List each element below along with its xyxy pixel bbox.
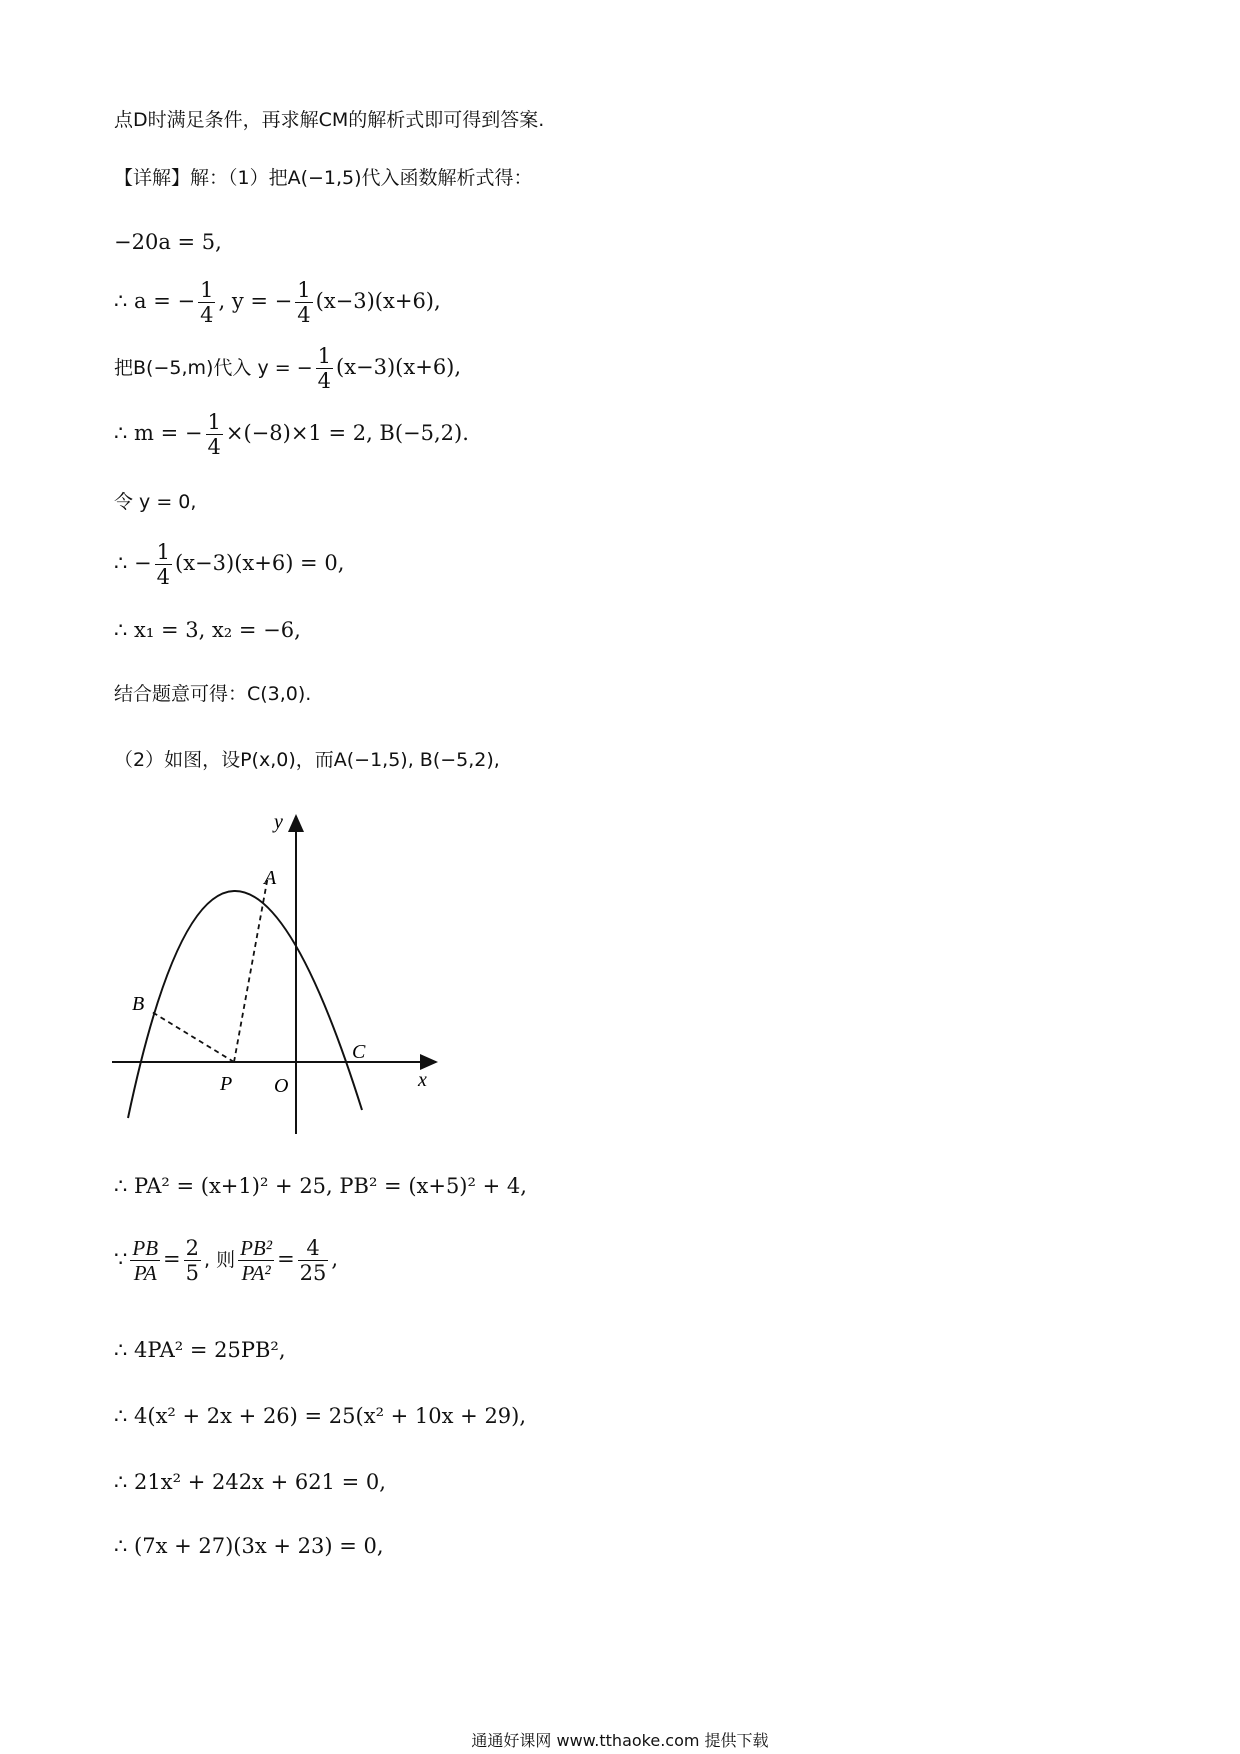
l13-b: = — [163, 1247, 181, 1271]
text-line-8 — [114, 540, 344, 589]
label-x: x — [418, 1069, 427, 1091]
text-line-12: ∴ PA² = (x+1)² + 25, PB² = (x+5)² + 4, — [114, 1174, 527, 1198]
l5-b: (x−3)(x+6), — [336, 355, 462, 379]
denominator: PA — [133, 1261, 157, 1285]
numerator: 1 — [156, 540, 171, 564]
text-line-17: ∴ (7x + 27)(3x + 23) = 0, — [114, 1534, 384, 1558]
l5-a: 把B(−5,m)代入 y = − — [114, 357, 313, 379]
numerator: 4 — [298, 1236, 329, 1261]
text-line-16: ∴ 21x² + 242x + 621 = 0, — [114, 1470, 386, 1494]
fraction-1-4 — [155, 540, 172, 589]
l13-c: , 则 — [204, 1249, 236, 1271]
label-p: P — [220, 1073, 233, 1095]
text-line-4 — [114, 278, 441, 327]
denominator: PA² — [241, 1261, 271, 1285]
text-line-3: −20a = 5, — [114, 230, 222, 254]
l6-a: ∴ m = − — [114, 421, 203, 445]
denominator: 4 — [297, 303, 311, 327]
label-o: O — [274, 1075, 289, 1097]
footer-text: 通通好课网 www.tthaoke.com 提供下载 — [471, 1731, 769, 1750]
label-c: C — [352, 1041, 366, 1063]
l13-a: ∵ — [114, 1247, 128, 1271]
fraction-pb2-pa2 — [238, 1236, 274, 1285]
text-line-10: 结合题意可得：C(3,0). — [114, 683, 312, 705]
numerator: 1 — [200, 278, 214, 302]
l4-c: (x−3)(x+6), — [315, 289, 441, 313]
text-line-6 — [114, 410, 469, 459]
parabola-figure — [100, 808, 450, 1148]
l4-a: ∴ a = − — [114, 289, 196, 313]
fraction-pb-pa — [130, 1236, 160, 1285]
text-line-15: ∴ 4(x² + 2x + 26) = 25(x² + 10x + 29), — [114, 1404, 527, 1428]
text-line-1: 点D时满足条件，再求解CM的解析式即可得到答案. — [114, 109, 545, 131]
l13-d: = — [277, 1247, 295, 1271]
l8-b: (x−3)(x+6) = 0, — [175, 551, 345, 575]
fraction-2-5 — [184, 1236, 201, 1285]
text-line-2: 【详解】解：（1）把A(−1,5)代入函数解析式得： — [114, 167, 533, 189]
numerator: 1 — [317, 344, 331, 368]
text-line-11: （2）如图，设P(x,0)，而A(−1,5), B(−5,2), — [114, 749, 500, 771]
denominator: 25 — [299, 1261, 327, 1285]
label-b: B — [132, 993, 145, 1015]
l8-a: ∴ − — [114, 551, 152, 575]
denominator: 4 — [317, 369, 331, 393]
denominator: 4 — [200, 303, 214, 327]
text-line-9: ∴ x₁ = 3, x₂ = −6, — [114, 618, 301, 642]
denominator: 5 — [185, 1261, 200, 1285]
denominator: 4 — [207, 435, 221, 459]
fraction-1-4 — [316, 344, 333, 393]
text-line-7: 令 y = 0, — [114, 491, 197, 513]
segment-pb — [152, 1012, 234, 1062]
denominator: 4 — [156, 565, 171, 589]
label-a: A — [264, 867, 277, 889]
label-y: y — [274, 811, 283, 833]
text-line-5 — [114, 344, 461, 393]
l4-b: , y = − — [218, 289, 293, 313]
l6-b: ×(−8)×1 = 2, B(−5,2). — [225, 421, 469, 445]
numerator: 1 — [297, 278, 311, 302]
numerator: PB — [132, 1236, 159, 1260]
fraction-1-4 — [295, 278, 312, 327]
numerator: 2 — [185, 1236, 200, 1260]
text-line-13 — [114, 1236, 338, 1285]
l13-e: , — [331, 1247, 339, 1271]
numerator: 1 — [207, 410, 221, 434]
fraction-4-25 — [298, 1236, 329, 1285]
fraction-1-4 — [206, 410, 223, 459]
text-line-14: ∴ 4PA² = 25PB², — [114, 1338, 286, 1362]
fraction-1-4 — [198, 278, 215, 327]
numerator: PB² — [240, 1236, 273, 1260]
